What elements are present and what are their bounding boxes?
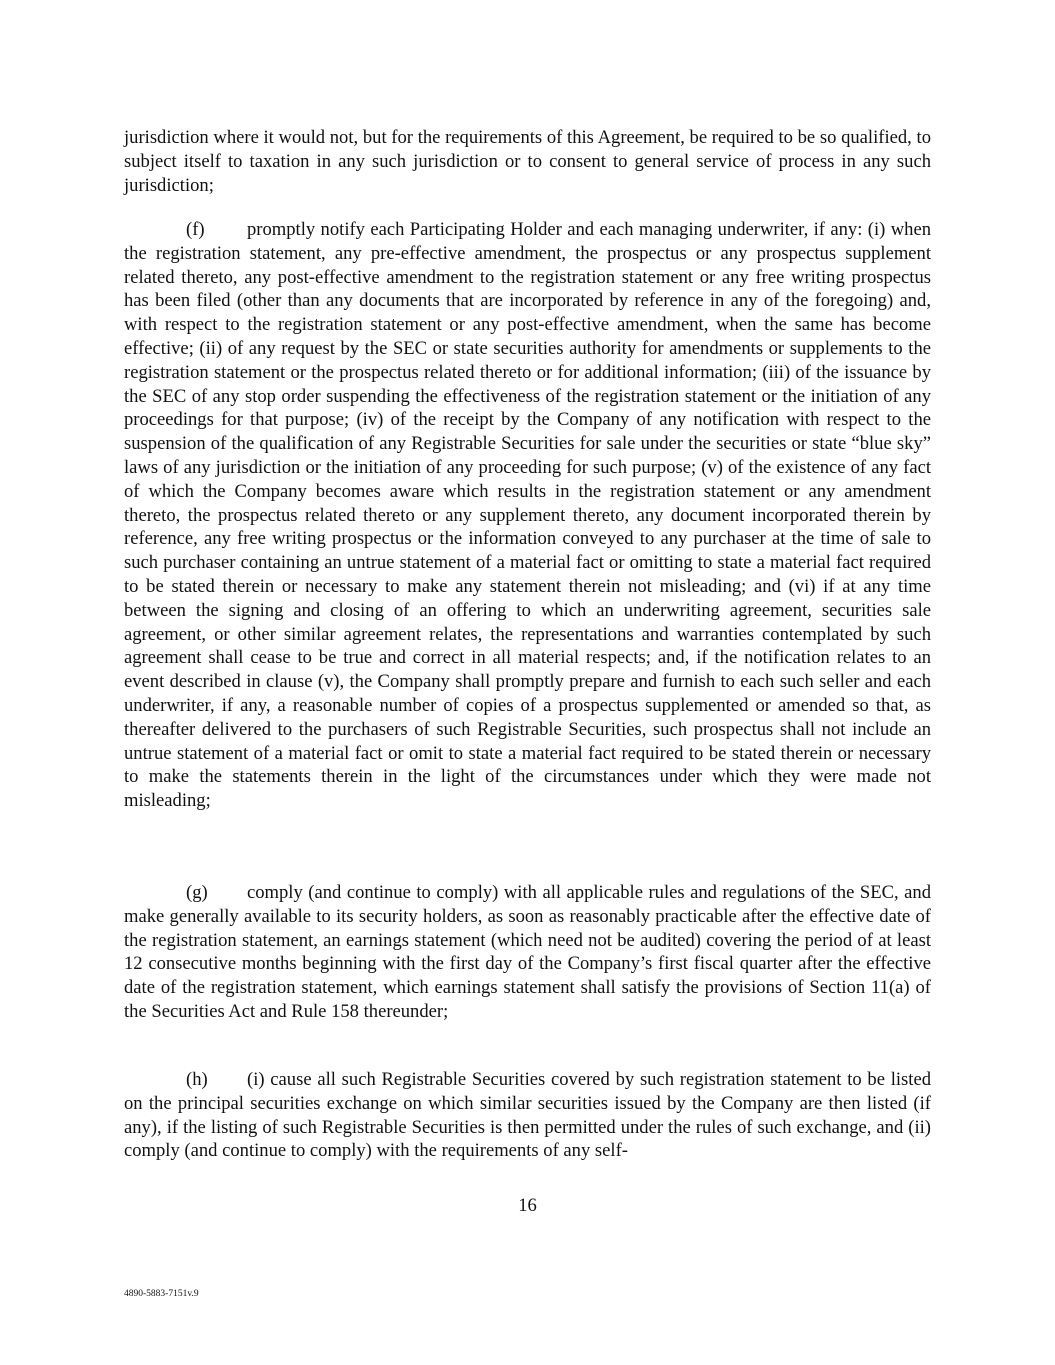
page-number: 16 [518, 1195, 537, 1216]
paragraph-text: jurisdiction where it would not, but for the requirements of this Agreement, be required to be so qualified, to subject itself to taxation in any such jurisdiction or to consent to general service of process in any such jurisdiction; [124, 127, 931, 196]
clause-label: (g) [186, 882, 208, 903]
clause-label: (f) [186, 219, 205, 240]
clause-label: (h) [186, 1069, 208, 1090]
paragraph-continuation [124, 126, 931, 197]
paragraph-g [124, 881, 931, 1024]
paragraph-text: (i) cause all such Registrable Securities covered by such registration statement to be listed on the principal securities exchange on which similar securities issued by the Company are then listed (if any), if the listing of such Registrable Securities is then permitted under the rules of such exchange, and (ii) comply (and continue to comply) with the requirements of any self- [124, 1069, 931, 1162]
document-id: 4890-5883-7151v.9 [124, 1289, 199, 1299]
paragraph-text: comply (and continue to comply) with all applicable rules and regulations of the SEC, and make generally available to its security holders, as soon as reasonably practicable after the effective date of the registration statement, an earnings statement (which need not be audited) covering the period of at least 12 consecutive months beginning with the first day of the Company’s first fiscal quarter after the effective date of the registration statement, which earnings statement shall satisfy the provisions of Section 11(a) of the Securities Act and Rule 158 thereunder; [124, 882, 931, 1022]
paragraph-text: promptly notify each Participating Holder and each managing underwriter, if any: (i) when the registration statement, any pre-effective amendment, the prospectus or any prospectus supplement related thereto, any post-effective amendment to the registration statement or any free writing prospectus has been filed (other than any documents that are incorporated by reference in any of the foregoing) and, with respect to the registration statement or any post-effective amendment, when the same has become effective; (ii) of any request by the SEC or state securities authority for amendments or supplements to the registration statement or the prospectus related thereto or for additional information; (iii) of the issuance by the SEC of any stop order suspending the effectiveness of the registration statement or the initiation of any proceedings for that purpose; (iv) of the receipt by the Company of any notification with respect to the suspension of the qualification of any Registrable Securities for sale under the securities or state “blue sky” laws of any jurisdiction or the initiation of any proceeding for such purpose; (v) of the existence of any fact of which the Company becomes aware which results in the registration statement or any amendment thereto, the prospectus related thereto or any supplement thereto, any document incorporated therein by reference, any free writing prospectus or the information conveyed to any purchaser at the time of sale to such purchaser containing an untrue statement of a material fact or omitting to state a material fact required to be stated therein or necessary to make any statement therein not misleading; and (vi) if at any time between the signing and closing of an offering to which an underwriting agreement, securities sale agreement, or other similar agreement relates, the representations and warranties contemplated by such agreement shall cease to be true and correct in all material respects; and, if the notification relates to an event described in clause (v), the Company shall promptly prepare and furnish to each such seller and each underwriter, if any, a reasonable number of copies of a prospectus supplemented or amended so that, as thereafter delivered to the purchasers of such Registrable Securities, such prospectus shall not include an untrue statement of a material fact or omit to state a material fact required to be stated therein or necessary to make the statements therein in the light of the circumstances under which they were made not misleading; [124, 219, 931, 812]
paragraph-f [124, 218, 931, 813]
paragraph-h [124, 1068, 931, 1163]
